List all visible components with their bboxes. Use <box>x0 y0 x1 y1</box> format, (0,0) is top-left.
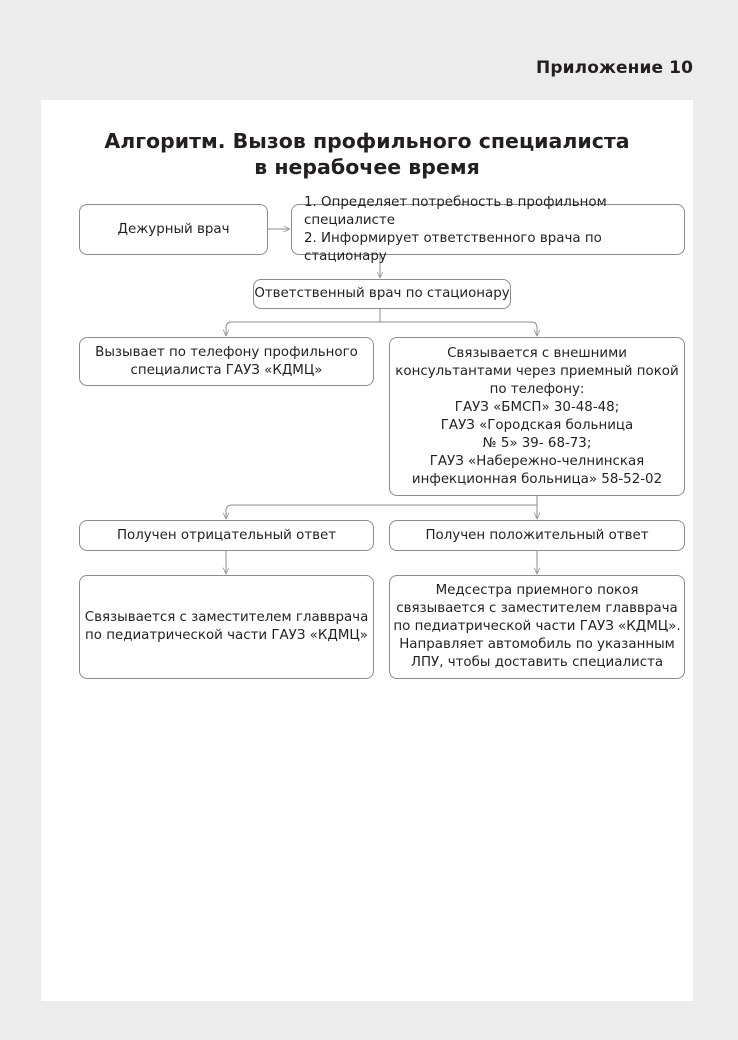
negative-action-line-2: по педиатрической части ГАУЗ «КДМЦ» <box>85 628 368 643</box>
external-line-6: № 5» 39- 68-73; <box>482 435 592 451</box>
positive-answer-label: Получен положительный ответ <box>425 527 649 543</box>
call-specialist-box <box>79 337 374 386</box>
external-line-3: по телефону: <box>489 381 585 397</box>
positive-action-line-5: ЛПУ, чтобы доставить специалиста <box>410 655 664 670</box>
positive-action-line-4: Направляет автомобиль по указанным <box>399 637 675 652</box>
external-line-2: консультантами через приемный покой <box>395 363 679 379</box>
negative-answer-box <box>79 520 374 551</box>
responsible-doctor-box <box>253 279 511 309</box>
positive-answer-box <box>389 520 685 551</box>
responsible-doctor-label: Ответственный врач по стационару <box>254 286 510 301</box>
duty-doctor-label: Дежурный врач <box>117 221 230 237</box>
duty-step-2: 2. Информирует ответственного врача по стационару <box>304 230 602 264</box>
positive-action-line-3: по педиатрической части ГАУЗ «КДМЦ». <box>393 619 681 634</box>
title-line-1: Алгоритм. Вызов профильного специалиста <box>104 129 630 153</box>
negative-action-line-1: Связывается с заместителем главврача <box>84 610 369 625</box>
positive-action-line-1: Медсестра приемного покоя <box>435 583 639 598</box>
duty-doctor-box <box>79 204 268 255</box>
call-specialist-line-1: Вызывает по телефону профильного <box>95 344 358 360</box>
external-line-8: инфекционная больница» 58-52-02 <box>411 471 663 487</box>
external-line-7: ГАУЗ «Набережно-челнинская <box>429 453 645 469</box>
call-specialist-line-2: специалиста ГАУЗ «КДМЦ» <box>130 362 323 378</box>
negative-answer-label: Получен отрицательный ответ <box>116 527 337 543</box>
external-line-4: ГАУЗ «БМСП» 30-48-48; <box>454 399 620 415</box>
duty-step-1: 1. Определяет потребность в профильном специалисте <box>304 194 607 228</box>
negative-action-box <box>79 575 374 679</box>
external-consultants-box <box>389 337 685 496</box>
external-line-1: Связывается с внешними <box>447 345 627 361</box>
positive-action-box <box>389 575 685 679</box>
external-line-5: ГАУЗ «Городская больница <box>440 417 634 433</box>
diagram-title <box>41 128 693 180</box>
title-line-2: в нерабочее время <box>254 155 480 179</box>
positive-action-line-2: связывается с заместителем главврача <box>396 601 678 616</box>
duty-steps-box <box>291 194 685 264</box>
appendix-label: Приложение 10 <box>536 58 693 78</box>
